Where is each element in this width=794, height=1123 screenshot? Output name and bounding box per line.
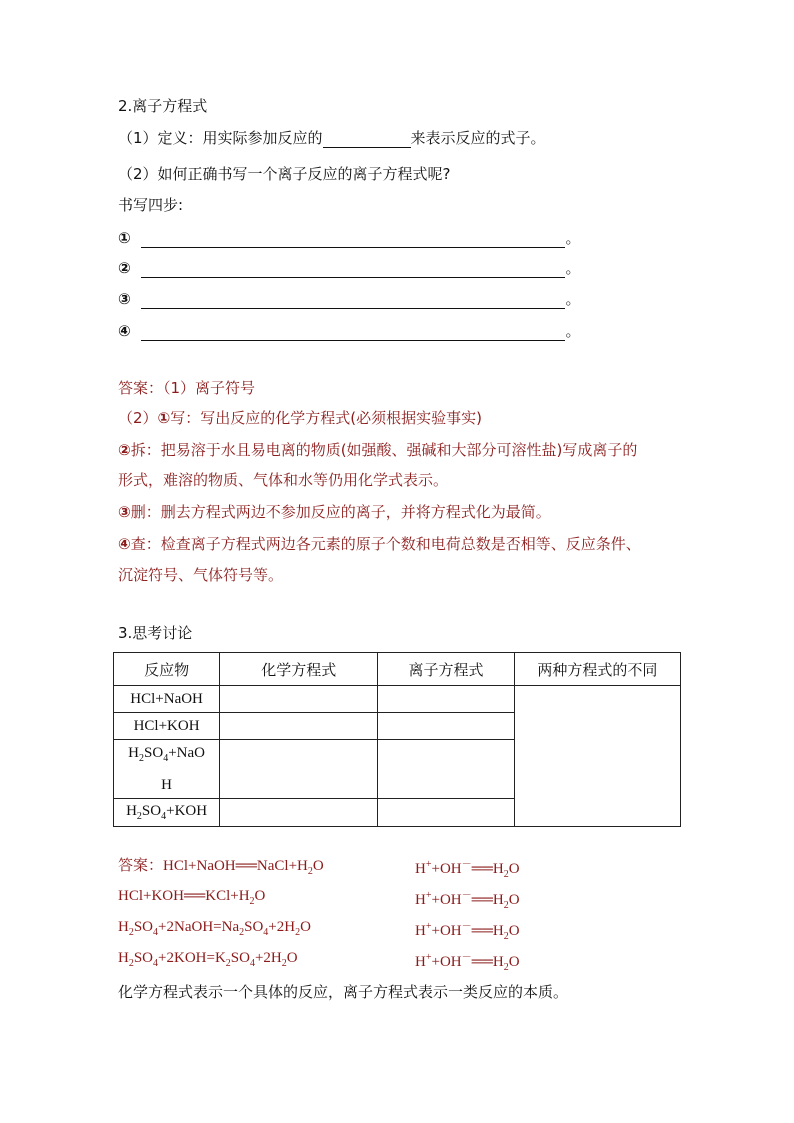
chemical-equation-cell[interactable] (220, 740, 378, 799)
answer-step-text: 写：写出反应的化学方程式(必须根据实验事实) (170, 409, 482, 427)
step-number: ④ (118, 322, 131, 340)
answer-2-eq-1 (118, 855, 324, 882)
answer-step-text: 删：删去方程式两边不参加反应的离子，并将方程式化为最简。 (130, 503, 551, 521)
ionic-equation-cell[interactable] (378, 799, 514, 827)
ionic-equation-cell[interactable] (378, 713, 514, 740)
answer-1-line-3 (118, 470, 448, 490)
difference-cell[interactable] (514, 686, 680, 827)
answer-1-label: 答案：（1）离子符号 (118, 379, 256, 397)
answer-step-number: ② (118, 441, 131, 459)
definition-line (118, 128, 546, 148)
ionic-equation-2: $H^++OH^-══H_2O$ (415, 890, 520, 911)
definition-blank[interactable] (323, 131, 411, 148)
table-header-row (114, 653, 681, 686)
step-4 (118, 321, 581, 341)
step-number: ③ (118, 290, 131, 308)
chemical-equation-cell[interactable] (220, 686, 378, 713)
chemical-equation: $HCl+NaOH══NaCl+H_2O$ (163, 858, 324, 877)
answer-1-line-6 (118, 565, 283, 585)
section-3-title: 3.思考讨论 (118, 624, 193, 642)
step-2 (118, 258, 581, 278)
answer-step-text: 查：检查离子方程式两边各元素的原子个数和电荷总数是否相等、反应条件、 (130, 535, 641, 553)
definition-suffix: 来表示反应的式子。 (410, 129, 546, 147)
step-2-blank[interactable] (141, 261, 565, 278)
answer-2-eq-4: $H_2SO_4+2KOH=K_2SO_4+2H_2O$ (118, 950, 298, 969)
answer-step-text: 形式，难溶的物质、气体和水等仍用化学式表示。 (118, 471, 449, 489)
definition-prefix: （1）定义：用实际参加反应的 (118, 129, 323, 147)
step-1 (118, 228, 581, 248)
header-difference: 两种方程式的不同 (514, 653, 680, 686)
ionic-equation-3: $H^++OH^-══H_2O$ (415, 921, 520, 942)
answer-2-label: 答案： (118, 856, 164, 874)
reactant-cell: HCl+KOH (114, 713, 220, 740)
discussion-table (113, 652, 681, 827)
answer-2-eq-3: $H_2SO_4+2NaOH=Na_2SO_4+2H_2O$ (118, 919, 311, 938)
step-end: 。 (565, 259, 581, 277)
step-number: ① (118, 229, 131, 247)
table-row (114, 686, 681, 713)
header-ionic-equation: 离子方程式 (378, 653, 514, 686)
answer-1-line-4 (118, 502, 551, 522)
answer-step-number: ④ (118, 535, 131, 553)
step-3-blank[interactable] (141, 292, 565, 309)
header-chemical-equation: 化学方程式 (220, 653, 378, 686)
ionic-equation-cell[interactable] (378, 740, 514, 799)
answer-2-prefix: （2） (118, 409, 158, 427)
ionic-equation-4: $H^++OH^-══H_2O$ (415, 952, 520, 973)
question-2: （2）如何正确书写一个离子反应的离子方程式呢? (118, 165, 451, 183)
answer-step-text: 沉淀符号、气体符号等。 (118, 566, 284, 584)
ionic-equation-1: $H^++OH^-══H_2O$ (415, 859, 520, 880)
chemical-equation-cell[interactable] (220, 713, 378, 740)
answer-1-line-1 (118, 408, 482, 428)
step-4-blank[interactable] (141, 324, 565, 341)
step-end: 。 (565, 290, 581, 308)
answer-1-line-2 (118, 440, 637, 460)
answer-step-number: ① (157, 409, 171, 427)
reactant-cell: $H_2SO_4+KOH$ (114, 799, 220, 827)
reactant-cell: $H_2SO_4+NaO$ H (114, 740, 220, 799)
answer-2-eq-2: $HCl+KOH══KCl+H_2O$ (118, 888, 266, 907)
steps-label: 书写四步: (118, 196, 184, 214)
ionic-equation-cell[interactable] (378, 686, 514, 713)
section-2-title: 2.离子方程式 (118, 97, 208, 115)
header-reactant: 反应物 (114, 653, 220, 686)
step-end: 。 (565, 322, 581, 340)
answer-step-number: ③ (118, 503, 131, 521)
step-end: 。 (565, 229, 581, 247)
answer-step-text: 拆：把易溶于水且易电离的物质(如强酸、强碱和大部分可溶性盐)写成离子的 (130, 441, 638, 459)
answer-1-line-5 (118, 534, 641, 554)
chemical-equation-cell[interactable] (220, 799, 378, 827)
step-1-blank[interactable] (141, 231, 565, 248)
reactant-cell: HCl+NaOH (114, 686, 220, 713)
step-number: ② (118, 259, 131, 277)
step-3 (118, 289, 581, 309)
conclusion: 化学方程式表示一个具体的反应，离子方程式表示一类反应的本质。 (118, 983, 569, 1001)
